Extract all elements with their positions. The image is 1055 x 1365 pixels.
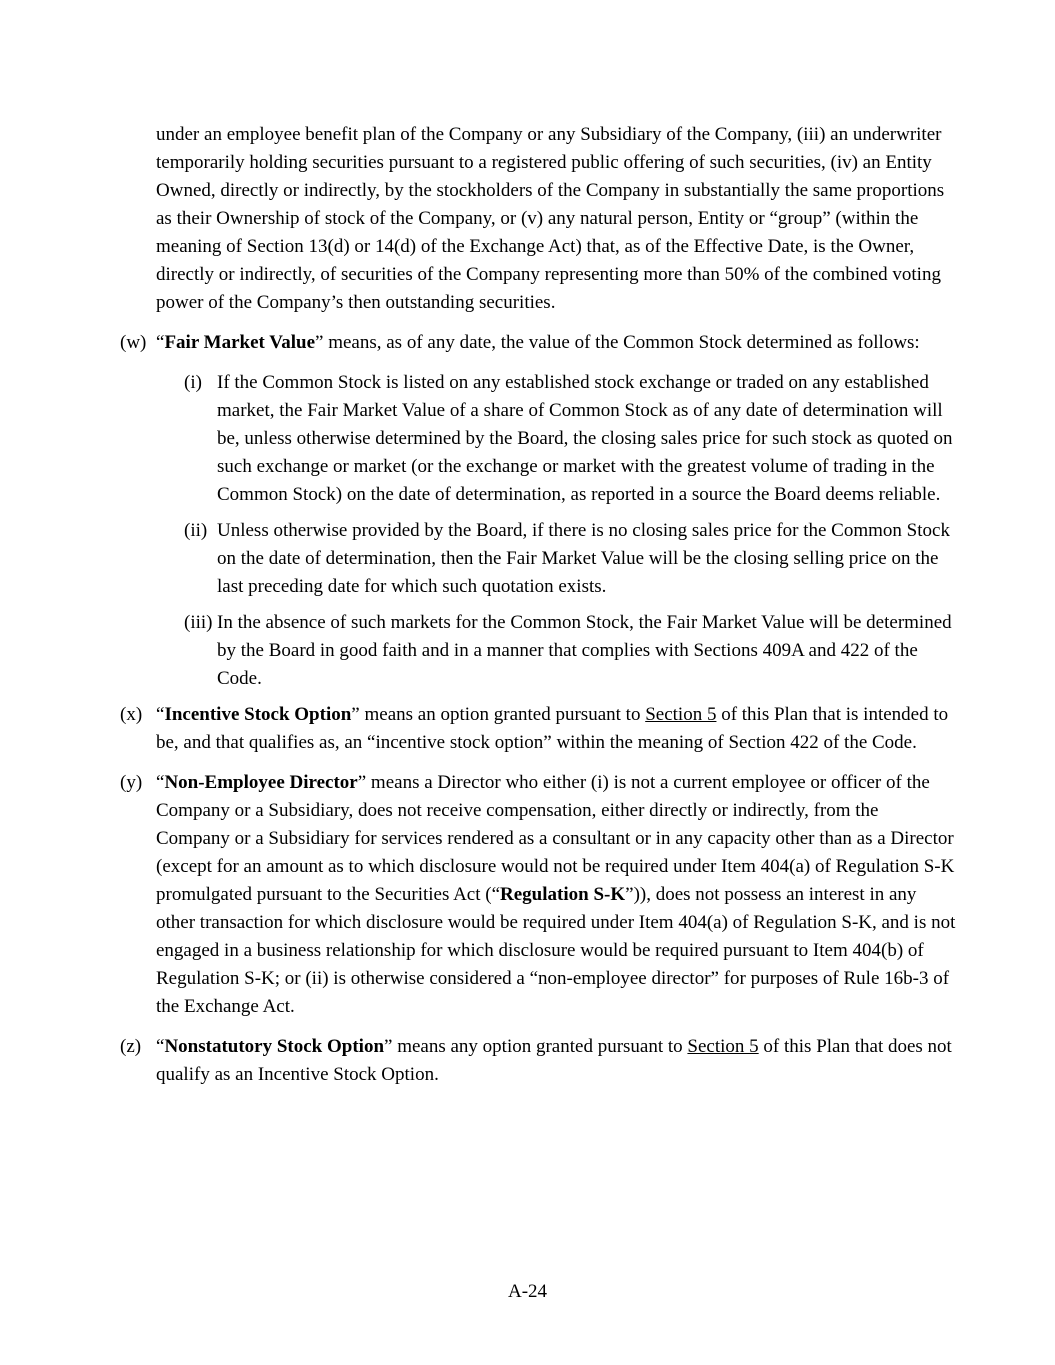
text-segment: “ xyxy=(156,332,165,353)
item-label: (ii) xyxy=(184,520,208,541)
defined-term: Fair Market Value xyxy=(164,332,316,353)
paragraph-text xyxy=(217,517,957,601)
paragraph-text xyxy=(156,701,957,757)
definition-paragraph xyxy=(120,701,957,757)
item-label: (iii) xyxy=(184,612,213,633)
text-segment: “ xyxy=(156,1036,165,1057)
definition-paragraph xyxy=(120,1033,957,1089)
definition-subitem xyxy=(184,609,957,693)
section-reference: Section 5 xyxy=(687,1036,759,1057)
text-segment: of this Plan that is intended to be, and that qualifies as, an “incentive stock option” within the meaning of Section 422 of the Code. xyxy=(156,704,949,753)
paragraph-text xyxy=(156,769,957,1021)
text-segment: ” means any option granted pursuant to xyxy=(384,1036,688,1057)
text-segment: In the absence of such markets for the Common Stock, the Fair Market Value will be determined by the Board in good faith and in a manner that complies with Sections 409A and 422 of the Code. xyxy=(217,612,952,689)
item-label: (i) xyxy=(184,372,202,393)
definition-subitem xyxy=(184,517,957,601)
section-reference: Section 5 xyxy=(645,704,717,725)
definition-paragraph xyxy=(120,329,957,357)
paragraph-text xyxy=(217,369,957,509)
item-label: (y) xyxy=(120,772,143,793)
text-segment: ” means, as of any date, the value of the Common Stock determined as follows: xyxy=(315,332,920,353)
defined-term: Non-Employee Director xyxy=(164,772,358,793)
text-segment: of this Plan that does not qualify as an Incentive Stock Option. xyxy=(156,1036,952,1085)
text-segment: “ xyxy=(156,704,165,725)
page-number: A-24 xyxy=(507,1281,548,1302)
defined-term: Incentive Stock Option xyxy=(164,704,352,725)
item-label: (w) xyxy=(120,332,147,353)
definition-paragraph xyxy=(120,769,957,1021)
text-segment: ” means an option granted pursuant to xyxy=(351,704,646,725)
defined-term: Regulation S-K xyxy=(500,884,626,905)
paragraphs xyxy=(120,121,957,1089)
paragraph-text xyxy=(156,121,957,317)
defined-term: Nonstatutory Stock Option xyxy=(164,1036,385,1057)
text-segment: Unless otherwise provided by the Board, if there is no closing sales price for the Common Stock on the date of determination, then the Fair Market Value will be the closing selling price on the last preceding date for which such quotation exists. xyxy=(217,520,950,597)
text-segment: If the Common Stock is listed on any established stock exchange or traded on any established market, the Fair Market Value of a share of Common Stock as of any date of determination will be, unless otherwise determined by the Board, the closing sales price for such stock as quoted on such exchange or market (or the exchange or market with the greatest volume of trading in the Common Stock) on the date of determination, as reported in a source the Board deems reliable. xyxy=(217,372,953,505)
definition-subitem xyxy=(184,369,957,509)
text-segment: ”)), does not possess an interest in any other transaction for which disclosure would be required under Item 404(a) of Regulation S-K, and is not engaged in a business relationship for which disclosure would be required pursuant to Item 404(b) of Regulation S-K; or (ii) is otherwise considered a “non-employee director” for purposes of Rule 16b-3 of the Exchange Act. xyxy=(156,884,956,1017)
document-content xyxy=(120,121,957,1101)
paragraph-text xyxy=(156,329,957,357)
text-segment: “ xyxy=(156,772,165,793)
body-paragraph xyxy=(156,121,957,317)
text-segment: under an employee benefit plan of the Company or any Subsidiary of the Company, (iii) an underwriter temporarily holding securities pursuant to a registered public offering of such securities, (iv) an Entity Owned, directly or indirectly, by the stockholders of the Company in substantially the same proportions as their Ownership of stock of the Company, or (v) any natural person, Entity or “group” (within the meaning of Section 13(d) or 14(d) of the Exchange Act) that, as of the Effective Date, is the Owner, directly or indirectly, of securities of the Company representing more than 50% of the combined voting power of the Company’s then outstanding securities. xyxy=(156,124,945,313)
text-segment: ” means a Director who either (i) is not a current employee or officer of the Company or a Subsidiary, does not receive compensation, either directly or indirectly, from the Company or a Subsidiary for services rendered as a consultant or in any capacity other than as a Director (except for an amount as to which disclosure would not be required under Item 404(a) of Regulation S-K promulgated pursuant to the Securities Act (“ xyxy=(156,772,955,905)
item-label: (z) xyxy=(120,1036,142,1057)
item-label: (x) xyxy=(120,704,143,725)
paragraph-text xyxy=(156,1033,957,1089)
paragraph-text xyxy=(217,609,957,693)
